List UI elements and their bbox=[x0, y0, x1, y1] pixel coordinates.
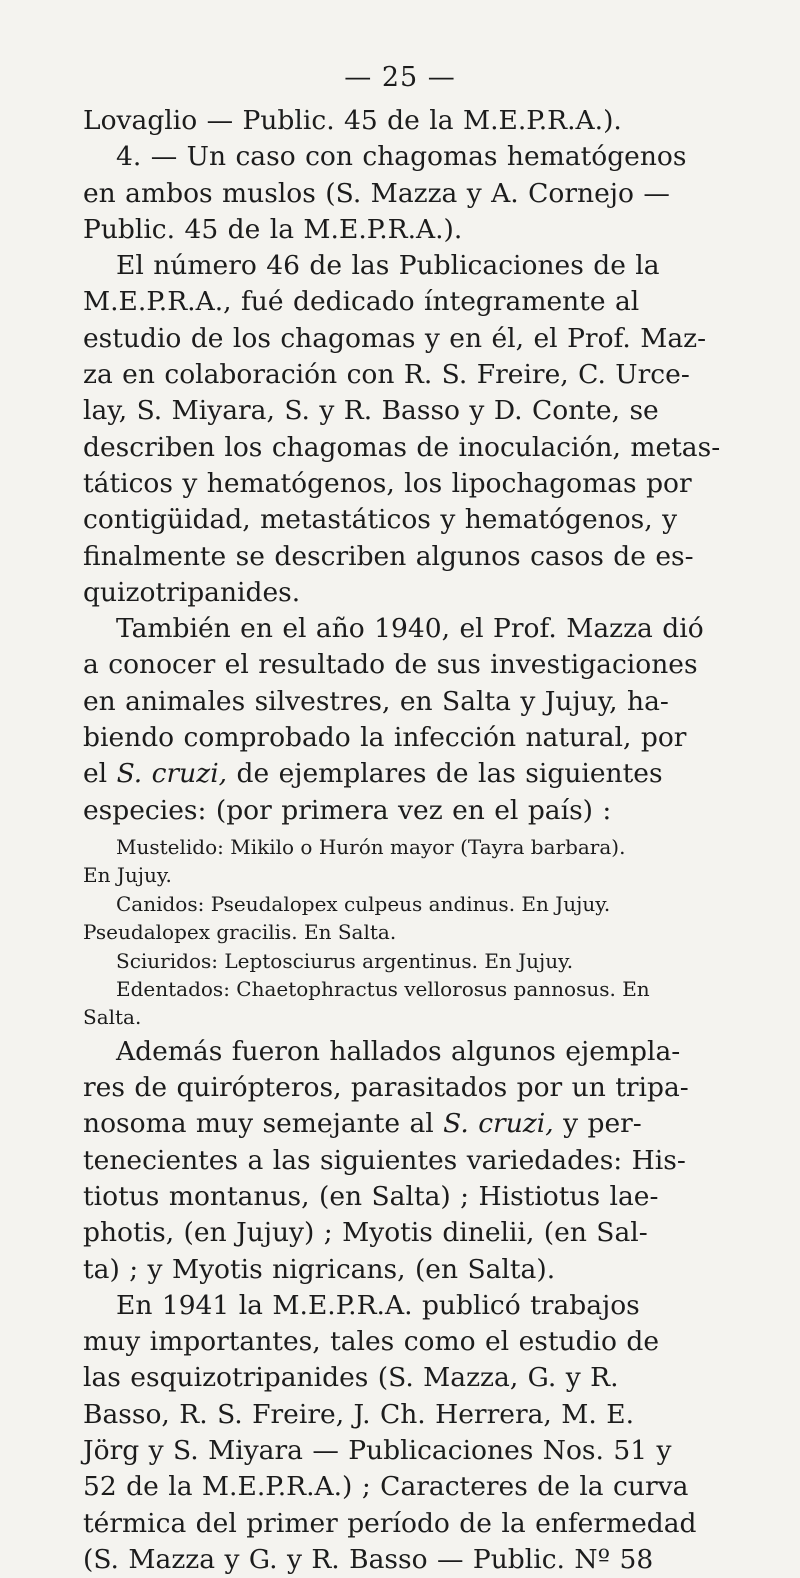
text-line: Además fueron hallados algunos ejempla- bbox=[116, 1035, 681, 1067]
text-line bbox=[83, 1106, 723, 1142]
text-fragment: nosoma muy semejante al bbox=[83, 1108, 444, 1140]
text-line: estudio de los chagomas y en él, el Prof. Maz- bbox=[83, 322, 707, 354]
text-line: contigüidad, metastáticos y hematógenos, y bbox=[83, 504, 678, 536]
text-line: Lovaglio — Public. 45 de la M.E.P.R.A.). bbox=[83, 105, 622, 136]
text-line: en animales silvestres, en Salta y Jujuy, ha- bbox=[83, 685, 669, 717]
species-name: S. cruzi, bbox=[443, 1108, 554, 1140]
paragraph-2 bbox=[83, 248, 723, 611]
text-fragment: el bbox=[83, 758, 117, 790]
text-line: res de quirópteros, parasitados por un tripa- bbox=[83, 1072, 689, 1104]
text-line: za en colaboración con R. S. Freire, C. Urce- bbox=[83, 359, 690, 391]
list-item: Canidos: Pseudalopex culpeus andinus. En Jujuy. bbox=[116, 891, 611, 916]
text-fragment: y per- bbox=[553, 1108, 642, 1140]
species-name: S. cruzi, bbox=[116, 758, 228, 790]
text-line: Public. 45 de la M.E.P.R.A.). bbox=[83, 213, 463, 245]
text-line: especies: (por primera vez en el país) : bbox=[83, 794, 612, 826]
text-line: térmica del primer período de la enfermedad bbox=[83, 1507, 697, 1539]
text-line: Jörg y S. Miyara — Publicaciones Nos. 51 y bbox=[83, 1435, 672, 1467]
text-line: photis, (en Jujuy) ; Myotis dinelii, (en Sal- bbox=[83, 1217, 648, 1249]
list-item: Sciuridos: Leptosciurus argentinus. En Jujuy. bbox=[116, 948, 574, 973]
text-line: 52 de la M.E.P.R.A.) ; Caracteres de la curva bbox=[83, 1471, 689, 1503]
text-line: tiotus montanus, (en Salta) ; Histiotus lae- bbox=[83, 1180, 659, 1212]
text-line: táticos y hematógenos, los lipochagomas por bbox=[83, 467, 692, 499]
paragraph-4 bbox=[83, 1034, 723, 1288]
text-line: finalmente se describen algunos casos de es- bbox=[83, 540, 694, 572]
text-line: ta) ; y Myotis nigricans, (en Salta). bbox=[83, 1253, 556, 1285]
body-text bbox=[83, 103, 723, 1578]
text-line: muy importantes, tales como el estudio de bbox=[83, 1326, 660, 1358]
text-line: El número 46 de las Publicaciones de la bbox=[116, 250, 660, 282]
list-item-continuation: Salta. bbox=[83, 1005, 142, 1030]
text-fragment: de ejemplares de las siguientes bbox=[227, 758, 663, 790]
text-line: en ambos muslos (S. Mazza y A. Cornejo — bbox=[83, 177, 670, 209]
text-line: tenecientes a las siguientes variedades: His- bbox=[83, 1144, 686, 1176]
text-line: lay, S. Miyara, S. y R. Basso y D. Conte, se bbox=[83, 395, 659, 427]
text-line: describen los chagomas de inoculación, metas- bbox=[83, 431, 721, 463]
page-number: — 25 — bbox=[344, 62, 456, 93]
text-line: 4. — Un caso con chagomas hematógenos bbox=[116, 141, 687, 173]
list-item: Mustelido: Mikilo o Hurón mayor (Tayra barbara). bbox=[116, 834, 626, 859]
species-list bbox=[83, 833, 723, 1032]
text-line: a conocer el resultado de sus investigaciones bbox=[83, 649, 698, 681]
text-line: quizotripanides. bbox=[83, 576, 301, 608]
list-item: Edentados: Chaetophractus vellorosus pannosus. En bbox=[116, 976, 650, 1001]
text-line: las esquizotripanides (S. Mazza, G. y R. bbox=[83, 1362, 619, 1394]
paragraph-5 bbox=[83, 1288, 723, 1578]
text-line: Basso, R. S. Freire, J. Ch. Herrera, M. E. bbox=[83, 1398, 635, 1430]
text-line: En 1941 la M.E.P.R.A. publicó trabajos bbox=[116, 1289, 640, 1321]
list-item-continuation: Pseudalopex gracilis. En Salta. bbox=[83, 920, 397, 945]
text-line: (S. Mazza y G. y R. Basso — Public. Nº 58 bbox=[83, 1543, 654, 1575]
text-line bbox=[83, 756, 723, 792]
paragraph-3 bbox=[83, 611, 723, 829]
text-line: biendo comprobado la infección natural, por bbox=[83, 722, 687, 754]
text-line: M.E.P.R.A., fué dedicado íntegramente al bbox=[83, 286, 640, 318]
paragraph-1 bbox=[83, 103, 723, 248]
list-item-continuation: En Jujuy. bbox=[83, 863, 172, 888]
text-line: También en el año 1940, el Prof. Mazza dió bbox=[116, 613, 704, 645]
